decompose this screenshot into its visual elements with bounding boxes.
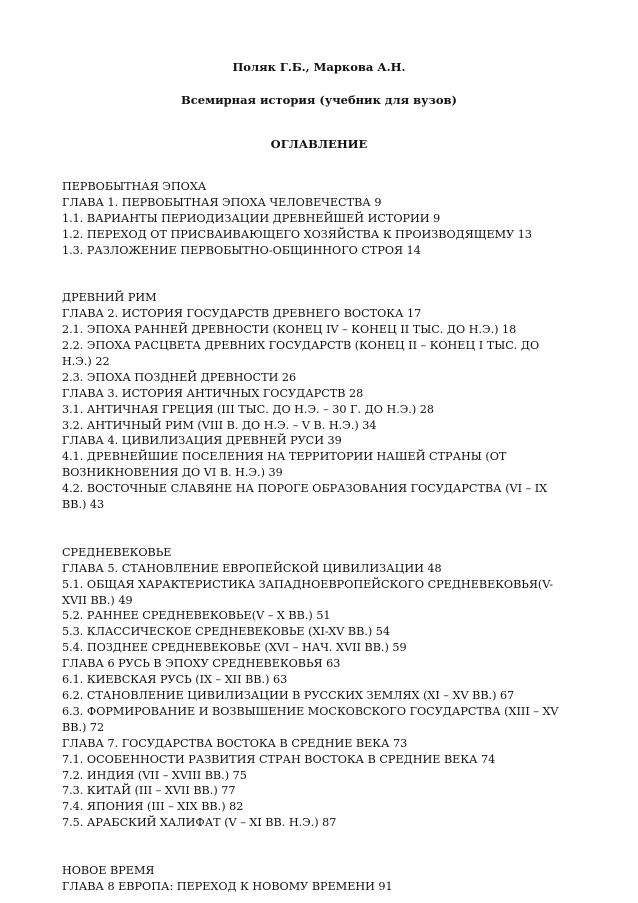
toc-section	[62, 179, 584, 259]
toc-entry-line: 2.2. ЭПОХА РАСЦВЕТА ДРЕВНИХ ГОСУДАРСТВ (КОНЕЦ II – КОНЕЦ I ТЫС. ДО	[62, 339, 540, 353]
book-title: Всемирная история (учебник для вузов)	[181, 93, 457, 107]
toc-section-title: СРЕДНЕВЕКОВЬЕ	[62, 545, 172, 559]
toc-entry-line: 1.2. ПЕРЕХОД ОТ ПРИСВАИВАЮЩЕГО ХОЗЯЙСТВА К ПРОИЗВОДЯЩЕМУ 13	[62, 227, 533, 241]
toc-entry-line: 6.3. ФОРМИРОВАНИЕ И ВОЗВЫШЕНИЕ МОСКОВСКОГО ГОСУДАРСТВА (XIII – XV	[62, 704, 559, 718]
toc-entry-line: 5.1. ОБЩАЯ ХАРАКТЕРИСТИКА ЗАПАДНОЕВРОПЕЙСКОГО СРЕДНЕВЕКОВЬЯ(V-	[62, 577, 554, 591]
toc-entry-line: XVII ВВ.) 49	[62, 593, 133, 607]
section-gap	[62, 259, 584, 291]
toc-entry-line: 2.3. ЭПОХА ПОЗДНЕЙ ДРЕВНОСТИ 26	[62, 370, 297, 384]
toc-entry-line: ГЛАВА 1. ПЕРВОБЫТНАЯ ЭПОХА ЧЕЛОВЕЧЕСТВА 9	[62, 195, 382, 209]
toc-entry-line: 7.5. АРАБСКИЙ ХАЛИФАТ (V – XI ВВ. Н.Э.) 87	[62, 816, 337, 830]
author-line: Поляк Г.Б., Маркова А.Н.	[232, 60, 406, 74]
toc-entry-line: 1.1. ВАРИАНТЫ ПЕРИОДИЗАЦИИ ДРЕВНЕЙШЕЙ ИСТОРИИ 9	[62, 211, 441, 225]
toc-entry-line: 1.3. РАЗЛОЖЕНИЕ ПЕРВОБЫТНО-ОБЩИННОГО СТРОЯ 14	[62, 243, 421, 257]
toc-entry-line: 7.4. ЯПОНИЯ (III – XIX ВВ.) 82	[62, 800, 244, 814]
toc-entry-line: ГЛАВА 5. СТАНОВЛЕНИЕ ЕВРОПЕЙСКОЙ ЦИВИЛИЗАЦИИ 48	[62, 561, 442, 575]
toc-entry-line: 7.1. ОСОБЕННОСТИ РАЗВИТИЯ СТРАН ВОСТОКА В СРЕДНИЕ ВЕКА 74	[62, 752, 496, 766]
table-of-contents	[62, 179, 584, 895]
toc-entry-line: 5.3. КЛАССИЧЕСКОЕ СРЕДНЕВЕКОВЬЕ (XI-XV ВВ.) 54	[62, 625, 391, 639]
toc-section	[62, 863, 584, 895]
toc-entry-line: 3.1. АНТИЧНАЯ ГРЕЦИЯ (III ТЫС. ДО Н.Э. – 30 Г. ДО Н.Э.) 28	[62, 402, 435, 416]
toc-entry-line: 5.4. ПОЗДНЕЕ СРЕДНЕВЕКОВЬЕ (XVI – НАЧ. XVII ВВ.) 59	[62, 641, 407, 655]
toc-entry-line: ГЛАВА 2. ИСТОРИЯ ГОСУДАРСТВ ДРЕВНЕГО ВОСТОКА 17	[62, 307, 422, 321]
toc-entry-line: Н.Э.) 22	[62, 354, 110, 368]
section-gap	[62, 831, 584, 863]
toc-entry-line: ГЛАВА 8 ЕВРОПА: ПЕРЕХОД К НОВОМУ ВРЕМЕНИ 91	[62, 879, 393, 893]
toc-entry-line: 6.2. СТАНОВЛЕНИЕ ЦИВИЛИЗАЦИИ В РУССКИХ ЗЕМЛЯХ (XI – XV ВВ.) 67	[62, 688, 515, 702]
toc-section-title: ПЕРВОБЫТНАЯ ЭПОХА	[62, 180, 207, 193]
toc-entry-line: 2.1. ЭПОХА РАННЕЙ ДРЕВНОСТИ (КОНЕЦ IV – КОНЕЦ II ТЫС. ДО Н.Э.) 18	[62, 323, 517, 337]
toc-heading: ОГЛАВЛЕНИЕ	[270, 137, 368, 151]
toc-entry-line: ВВ.) 72	[62, 720, 105, 734]
toc-section	[62, 545, 584, 831]
toc-entry-line: 3.2. АНТИЧНЫЙ РИМ (VIII В. ДО Н.Э. – V В. Н.Э.) 34	[62, 418, 377, 432]
toc-entry-line: 4.2. ВОСТОЧНЫЕ СЛАВЯНЕ НА ПОРОГЕ ОБРАЗОВАНИЯ ГОСУДАРСТВА (VI – IX	[62, 482, 548, 496]
toc-entry-line: 4.1. ДРЕВНЕЙШИЕ ПОСЕЛЕНИЯ НА ТЕРРИТОРИИ НАШЕЙ СТРАНЫ (ОТ	[62, 450, 507, 464]
toc-entry-line: 5.2. РАННЕЕ СРЕДНЕВЕКОВЬЕ(V – X ВВ.) 51	[62, 609, 331, 623]
toc-entry-line: ВОЗНИКНОВЕНИЯ ДО VI В. Н.Э.) 39	[62, 466, 283, 480]
toc-entry-line: ГЛАВА 6 РУСЬ В ЭПОХУ СРЕДНЕВЕКОВЬЯ 63	[62, 657, 341, 671]
toc-entry-line: 7.3. КИТАЙ (III – XVII ВВ.) 77	[62, 784, 236, 798]
toc-section-title: НОВОЕ ВРЕМЯ	[62, 863, 155, 877]
toc-section-title: ДРЕВНИЙ РИМ	[62, 291, 157, 305]
section-gap	[62, 513, 584, 545]
toc-section	[62, 290, 584, 513]
toc-entry-line: ГЛАВА 7. ГОСУДАРСТВА ВОСТОКА В СРЕДНИЕ ВЕКА 73	[62, 736, 408, 750]
toc-entry-line: ВВ.) 43	[62, 498, 105, 512]
toc-entry-line: 6.1. КИЕВСКАЯ РУСЬ (IX – XII ВВ.) 63	[62, 673, 288, 687]
toc-entry-line: ГЛАВА 3. ИСТОРИЯ АНТИЧНЫХ ГОСУДАРСТВ 28	[62, 386, 364, 400]
toc-entry-line: 7.2. ИНДИЯ (VII – XVIII ВВ.) 75	[62, 768, 247, 782]
toc-entry-line: ГЛАВА 4. ЦИВИЛИЗАЦИЯ ДРЕВНЕЙ РУСИ 39	[62, 434, 342, 448]
